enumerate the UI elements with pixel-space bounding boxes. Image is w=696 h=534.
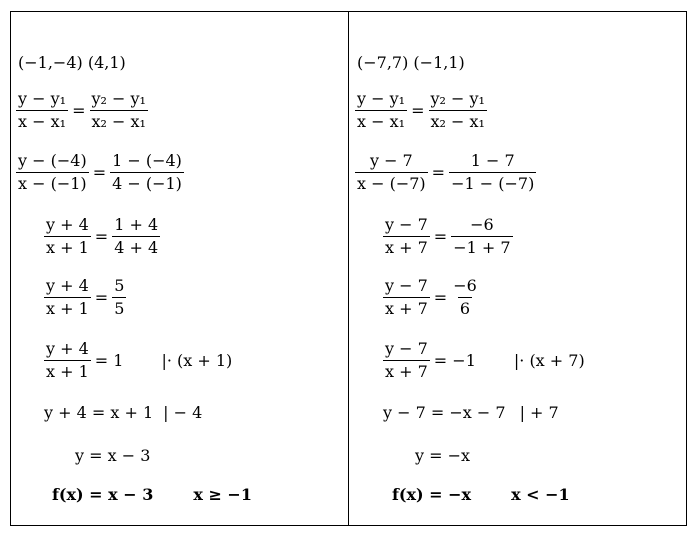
- fraction-denominator: 6: [459, 299, 471, 318]
- left-step-6: y = x − 3: [75, 446, 151, 465]
- equation: y + 4 = x + 1: [44, 403, 154, 422]
- equation-rhs: = −1: [433, 351, 476, 370]
- left-points: (−1,−4) (4,1): [18, 53, 126, 72]
- fraction-numerator: y − y₁: [18, 89, 67, 108]
- fraction-denominator: 5: [114, 299, 125, 318]
- function-result: f(x) = x − 3: [52, 485, 154, 504]
- fraction-denominator: x₂ − x₁: [430, 112, 485, 131]
- equals-sign: =: [72, 101, 86, 120]
- equals-sign: =: [433, 288, 448, 307]
- fraction-denominator: 4 − (−1): [112, 174, 182, 193]
- fraction-numerator: y + 4: [46, 339, 89, 358]
- right-step-1: [355, 152, 536, 193]
- right-result: [392, 485, 570, 504]
- fraction-numerator: 1 + 4: [114, 215, 159, 234]
- fraction-numerator: y − (−4): [18, 151, 87, 170]
- equation-rhs: = 1: [94, 351, 124, 370]
- fraction-numerator: 5: [114, 276, 125, 295]
- equals-sign: =: [94, 288, 109, 307]
- fraction-numerator: −6: [470, 215, 494, 234]
- fraction-denominator: x − x₁: [357, 112, 406, 131]
- fraction-numerator: y₂ − y₁: [430, 89, 485, 108]
- domain-condition: x < −1: [511, 485, 570, 504]
- fraction-numerator: y + 4: [46, 276, 89, 295]
- fraction-numerator: y − 7: [385, 276, 428, 295]
- equals-sign: =: [411, 101, 425, 120]
- operation-note: | + 7: [519, 403, 559, 422]
- right-points: (−7,7) (−1,1): [357, 53, 465, 72]
- fraction-denominator: x + 1: [46, 299, 89, 318]
- fraction-numerator: 1 − 7: [470, 151, 515, 170]
- fraction-denominator: x − (−7): [357, 174, 426, 193]
- equation: y − 7 = −x − 7: [383, 403, 506, 422]
- fraction-numerator: 1 − (−4): [112, 151, 182, 170]
- fraction-denominator: x − x₁: [18, 112, 67, 131]
- operation-note: | − 4: [163, 403, 203, 422]
- fraction-denominator: x + 1: [46, 362, 89, 381]
- fraction-numerator: y + 4: [46, 215, 89, 234]
- fraction-numerator: y − 7: [385, 339, 428, 358]
- left-step-1: [16, 152, 184, 193]
- fraction-denominator: x + 7: [385, 362, 428, 381]
- fraction-numerator: y − 7: [369, 151, 413, 170]
- equals-sign: =: [433, 227, 448, 246]
- fraction-denominator: x + 1: [46, 238, 89, 257]
- equals-sign: =: [94, 227, 109, 246]
- fraction-denominator: x₂ − x₁: [91, 112, 146, 131]
- right-step-5: [383, 403, 559, 422]
- right-step-3: [383, 277, 479, 318]
- right-step-2: [383, 216, 513, 257]
- right-formula: [355, 90, 487, 131]
- right-step-6: y = −x: [415, 446, 471, 465]
- fraction-numerator: y − y₁: [357, 89, 406, 108]
- function-result: f(x) = −x: [392, 485, 472, 504]
- left-step-4: [44, 340, 232, 381]
- fraction-denominator: −1 − (−7): [451, 174, 535, 193]
- column-divider: [348, 11, 349, 526]
- left-step-2: [44, 216, 160, 257]
- left-step-3: [44, 277, 126, 318]
- right-step-4: [383, 340, 585, 381]
- fraction-denominator: x + 7: [385, 238, 428, 257]
- left-result: [52, 485, 252, 504]
- left-step-5: [44, 403, 202, 422]
- operation-note: |· (x + 7): [513, 351, 585, 370]
- fraction-numerator: −6: [453, 276, 477, 295]
- equals-sign: =: [431, 163, 446, 182]
- fraction-denominator: −1 + 7: [453, 238, 511, 257]
- fraction-numerator: y₂ − y₁: [91, 89, 146, 108]
- equals-sign: =: [92, 163, 107, 182]
- domain-condition: x ≥ −1: [193, 485, 252, 504]
- fraction-denominator: 4 + 4: [114, 238, 159, 257]
- fraction-denominator: x − (−1): [18, 174, 87, 193]
- fraction-denominator: x + 7: [385, 299, 428, 318]
- left-formula: [16, 90, 148, 131]
- operation-note: |· (x + 1): [161, 351, 233, 370]
- fraction-numerator: y − 7: [385, 215, 428, 234]
